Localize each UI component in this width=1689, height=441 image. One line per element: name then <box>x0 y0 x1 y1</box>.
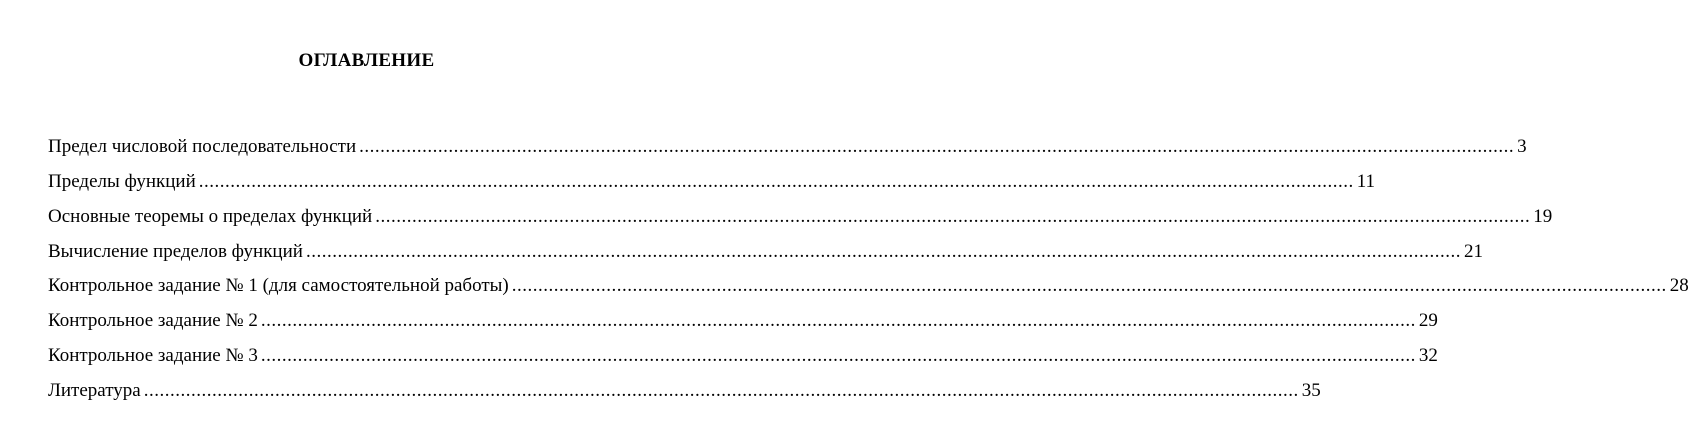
page-title: ОГЛАВЛЕНИЕ <box>298 50 435 71</box>
toc-dot-leader: ............................................................................................................................................................................................................................ <box>198 170 1354 192</box>
toc-dot-leader: ............................................................................................................................................................................................................................ <box>260 345 1416 367</box>
toc-entry-title: Основные теоремы о пределах функций <box>48 205 373 227</box>
toc-entry[interactable] <box>48 205 1553 240</box>
toc-entry[interactable] <box>48 379 1321 414</box>
toc-entry-title: Контрольное задание № 1 (для самостоятельной работы) <box>48 275 509 297</box>
toc-page-number: 28 <box>1669 275 1689 297</box>
toc-entry-title: Вычисление пределов функций <box>48 240 303 262</box>
toc-page-number: 35 <box>1301 379 1321 401</box>
toc-page-number: 32 <box>1418 345 1438 367</box>
toc-entry-title: Предел числовой последовательности <box>48 136 357 157</box>
toc-entry-title: Контрольное задание № 3 <box>48 345 258 367</box>
toc-entry[interactable] <box>48 240 1483 275</box>
table-of-contents <box>48 135 1689 414</box>
toc-entry-title: Литература <box>48 379 141 401</box>
toc-dot-leader: ............................................................................................................................................................................................................................ <box>305 240 1461 262</box>
toc-entry[interactable] <box>48 274 1689 309</box>
toc-page-number: 21 <box>1463 240 1483 262</box>
toc-entry[interactable] <box>48 170 1376 205</box>
toc-page-number: 29 <box>1418 310 1438 332</box>
toc-entry-title: Контрольное задание № 2 <box>48 310 258 332</box>
toc-dot-leader: ............................................................................................................................................................................................................................ <box>511 275 1667 297</box>
toc-page-number: 19 <box>1533 205 1553 227</box>
toc-page-number: 11 <box>1356 170 1376 192</box>
toc-dot-leader: ............................................................................................................................................................................................................................ <box>359 136 1515 157</box>
toc-entry[interactable] <box>48 135 1527 170</box>
toc-entry[interactable] <box>48 344 1438 379</box>
toc-dot-leader: ............................................................................................................................................................................................................................ <box>375 205 1531 227</box>
toc-dot-leader: ............................................................................................................................................................................................................................ <box>143 379 1299 401</box>
toc-entry[interactable] <box>48 309 1438 344</box>
toc-page-number: 3 <box>1517 136 1527 157</box>
toc-entry-title: Пределы функций <box>48 170 196 192</box>
toc-dot-leader: ............................................................................................................................................................................................................................ <box>260 310 1416 332</box>
